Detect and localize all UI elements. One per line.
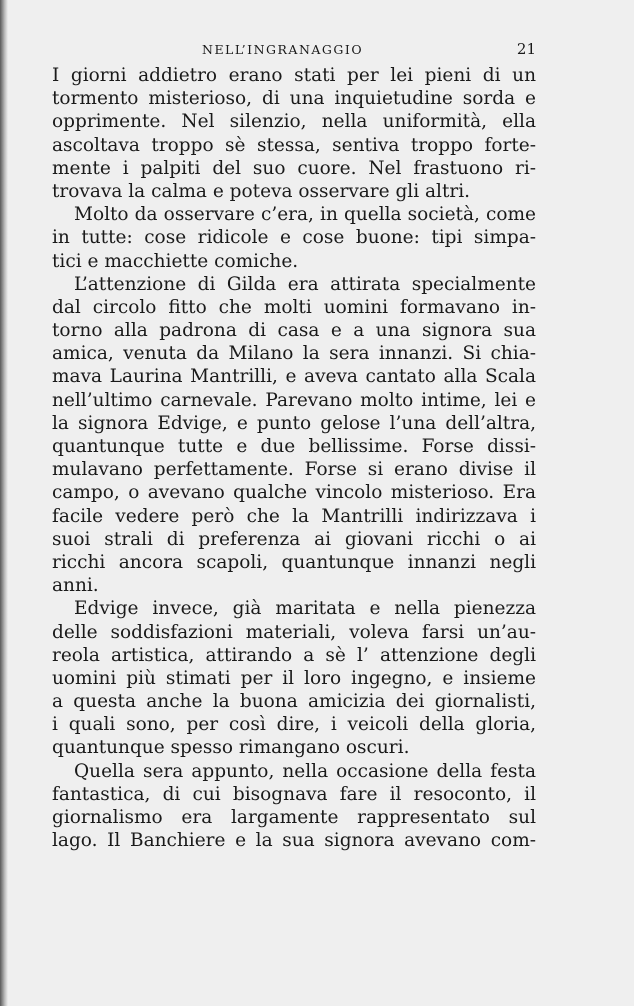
text-line: quantunque spesso rimangano oscuri.: [52, 737, 410, 759]
text-line: uomini più stimati per il loro ingegno, e insieme: [52, 667, 536, 689]
page-number: 21: [516, 40, 536, 58]
text-line: Edvige invece, già maritata e nella pienezza: [74, 598, 536, 620]
text-line: reola artistica, attirando a sè l’ attenzione degli: [52, 644, 536, 666]
text-line: in tutte: cose ridicole e cose buone: tipi simpa-: [52, 227, 536, 249]
text-line: la signora Edvige, e punto gelose l’una dell’altra,: [52, 412, 536, 434]
text-line: facile vedere però che la Mantrilli indirizzava i: [52, 505, 536, 527]
text-line: torno alla padrona di casa e a una signora sua: [52, 320, 536, 342]
running-title: NELL’INGRANAGGIO: [202, 42, 364, 57]
text-line: giornalismo era largamente rappresentato sul: [52, 807, 536, 828]
text-line: tormento misterioso, di una inquietudine sorda e: [52, 88, 536, 110]
text-line: a questa anche la buona amicizia dei giornalisti,: [52, 691, 536, 713]
text-line: tici e macchiette comiche.: [52, 250, 299, 272]
text-line: ricchi ancora scapoli, quantunque innanzi negli: [52, 551, 536, 573]
text-line: amica, venuta da Milano la sera innanzi. Si chia-: [52, 343, 536, 365]
book-page: [52, 40, 536, 852]
text-line: opprimente. Nel silenzio, nella uniformità, ella: [52, 111, 536, 133]
text-line: L’attenzione di Gilda era attirata specialmente: [74, 273, 536, 295]
running-head: [202, 40, 536, 62]
text-line: trovava la calma e poteva osservare gli altri.: [52, 180, 471, 202]
text-line: Molto da osservare c’era, in quella società, come: [74, 204, 536, 226]
text-line: mava Laurina Mantrilli, e aveva cantato alla Scala: [52, 366, 536, 388]
text-line: ascoltava troppo sè stessa, sentiva troppo forte-: [52, 134, 536, 156]
text-line: anni.: [52, 575, 99, 597]
text-line: fantastica, di cui bisognava fare il resoconto, il: [52, 783, 536, 805]
text-line: campo, o avevano qualche vincolo misterioso. Era: [52, 482, 536, 504]
text-line: mulavano perfettamente. Forse si erano divise il: [52, 459, 536, 481]
text-line: delle soddisfazioni materiali, voleva farsi un’au-: [52, 621, 536, 643]
body-text: [52, 64, 536, 852]
text-line: nell’ultimo carnevale. Parevano molto intime, lei e: [52, 389, 536, 411]
text-line: lago. Il Banchiere e la sua signora avevano com-: [52, 830, 536, 852]
page-edge-shadow: [0, 0, 8, 1006]
text-line: suoi strali di preferenza ai giovani ricchi o ai: [52, 528, 536, 550]
text-line: dal circolo fitto che molti uomini formavano in-: [52, 296, 536, 318]
text-line: i quali sono, per così dire, i veicoli della gloria,: [52, 714, 536, 736]
text-line: mente i palpiti del suo cuore. Nel frastuono ri-: [52, 157, 536, 179]
text-line: Quella sera appunto, nella occasione della festa: [74, 760, 536, 782]
text-line: quantunque tutte e due bellissime. Forse dissi-: [52, 436, 536, 457]
text-line: I giorni addietro erano stati per lei pieni di un: [52, 65, 536, 86]
